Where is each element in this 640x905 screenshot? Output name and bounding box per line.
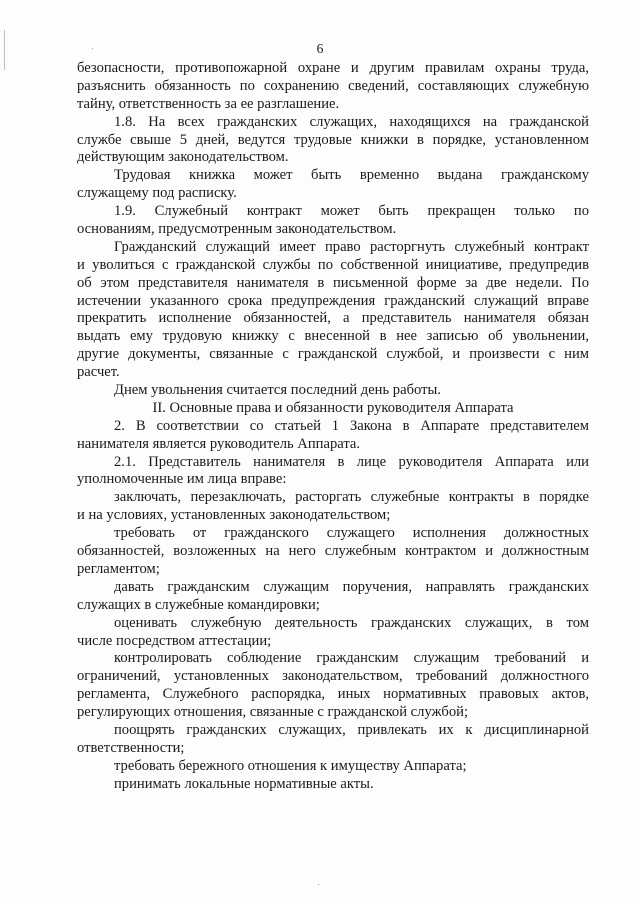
text-line: и на условиях, установленных законодательством; [77,507,391,524]
text-line: другие документы, связанные с гражданской службой, и произвести с ним [77,346,589,363]
text-line: уполномоченные им лица вправе: [77,471,287,488]
text-line: требовать от гражданского служащего исполнения должностных [114,525,589,542]
text-line: поощрять гражданских служащих, привлекать их к дисциплинарной [114,721,589,738]
text-line: оценивать служебную деятельность гражданских служащих, в том [114,614,589,631]
scan-speck [92,48,93,49]
text-line: регулирующих отношения, связанные с гражданской службой; [77,704,469,721]
text-line: выдать ему трудовую книжку с внесенной в нее записью об увольнении, [77,328,589,345]
text-line: числе посредством аттестации; [77,632,272,649]
text-line: 1.9. Служебный контракт может быть прекращен только по [114,203,589,220]
text-line: служащему под расписку. [77,185,237,202]
text-line: заключать, перезаключать, расторгать служебные контракты в порядке [114,489,589,506]
text-line: действующим законодательством. [77,149,289,166]
text-line: 2.1. Представитель нанимателя в лице руководителя Аппарата или [114,453,589,470]
section-heading: II. Основные права и обязанности руководителя Аппарата [152,399,514,416]
text-line: требовать бережного отношения к имуществу Аппарата; [114,757,467,774]
text-line: об этом представителя нанимателя в письменной форме за две недели. По [77,274,589,291]
text-line: Гражданский служащий имеет право расторгнуть служебный контракт [114,238,589,255]
text-line: регламента, Служебного распорядка, иных нормативных правовых актов, [77,686,589,703]
text-line: давать гражданским служащим поручения, направлять гражданских [114,578,589,595]
document-body [77,60,589,794]
text-line: разъяснить обязанность по сохранению сведений, составляющих служебную [77,77,589,94]
text-line: 2. В соответствии со статьей 1 Закона в Аппарате представителем [114,417,589,434]
text-line: принимать локальные нормативные акты. [114,775,374,792]
text-line: Трудовая книжка может быть временно выдана гражданскому [114,167,589,184]
page-number: 6 [316,41,324,56]
text-line: безопасности, противопожарной охране и другим правилам охраны труда, [77,60,589,76]
text-line: регламентом; [77,560,160,577]
text-line: контролировать соблюдение гражданским служащим требований и [114,650,589,667]
text-line: ограничений, установленных законодательством, требований должностного [77,668,589,685]
scan-speck [318,884,319,885]
text-line: расчет. [77,364,120,381]
text-line: истечении указанного срока предупреждения гражданский служащий вправе [77,292,589,309]
text-line: Днем увольнения считается последний день работы. [114,382,441,399]
text-line: 1.8. На всех гражданских служащих, находящихся на гражданской [114,113,589,130]
text-line: тайну, ответственность за ее разглашение. [77,95,340,112]
text-line: и уволиться с гражданской службы по собственной инициативе, предупредив [77,256,589,273]
text-line: обязанностей, возложенных на него служебным контрактом и должностным [77,543,589,560]
text-line: основаниям, предусмотренным законодательством. [77,221,397,238]
text-line: прекратить исполнение обязанностей, а представитель нанимателя обязан [77,310,589,327]
text-line: служащих в служебные командировки; [77,596,320,613]
text-line: ответственности; [77,739,185,756]
text-line: нанимателя является руководитель Аппарата. [77,435,361,452]
text-line: службе свыше 5 дней, ведутся трудовые книжки в порядке, установленном [77,131,589,148]
